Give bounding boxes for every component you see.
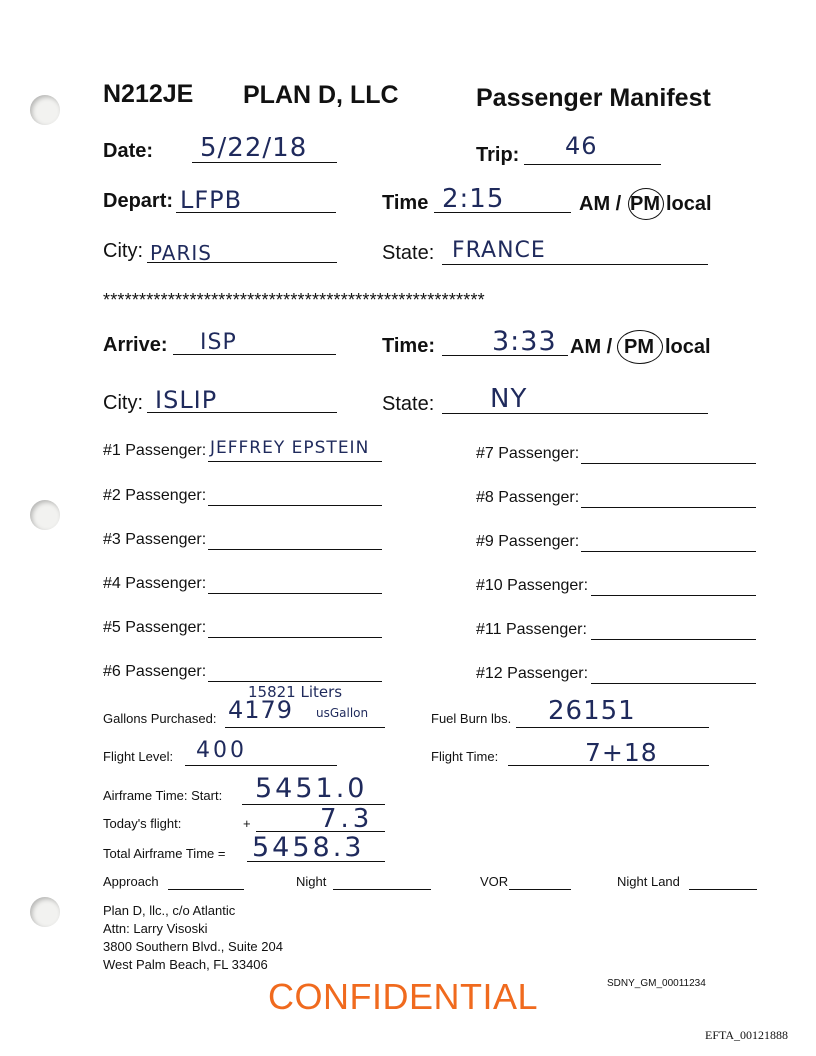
passenger-9-line <box>581 551 756 552</box>
flight-level-label: Flight Level: <box>103 749 174 764</box>
flight-time-value: 7+18 <box>585 738 658 767</box>
vor-line <box>509 889 571 890</box>
gallons-unit: usGallon <box>316 706 369 720</box>
fuel-burn-label: Fuel Burn lbs. <box>431 711 512 726</box>
address-line-4: West Palm Beach, FL 33406 <box>103 957 268 972</box>
address-line-1: Plan D, llc., c/o Atlantic <box>103 903 236 918</box>
trip-label: Trip: <box>476 144 520 166</box>
passenger-1-value: JEFFREY EPSTEIN <box>210 438 370 458</box>
depart-time-label: Time <box>382 192 429 214</box>
depart-state-label: State: <box>382 242 435 264</box>
sdny-bates-number: SDNY_GM_00011234 <box>607 978 706 989</box>
airframe-start-label: Airframe Time: Start: <box>103 788 223 803</box>
night-land-line <box>689 889 757 890</box>
arrive-state-value: NY <box>490 384 528 414</box>
gallons-purchased-value: 4179 <box>228 696 294 724</box>
form-title: Passenger Manifest <box>476 84 711 112</box>
passenger-11-label: #11 Passenger: <box>476 621 587 638</box>
passenger-10-line <box>591 595 756 596</box>
depart-state-value: FRANCE <box>452 238 546 263</box>
night-label: Night <box>296 874 327 889</box>
passenger-5-label: #5 Passenger: <box>103 619 207 636</box>
flight-time-label: Flight Time: <box>431 749 499 764</box>
passenger-4-line <box>208 593 382 594</box>
depart-label: Depart: <box>103 190 174 212</box>
depart-local-label: local <box>666 193 712 215</box>
fuel-burn-line <box>516 727 709 728</box>
passenger-8-label: #8 Passenger: <box>476 489 580 506</box>
confidential-stamp: CONFIDENTIAL <box>268 976 539 1017</box>
arrive-state-label: State: <box>382 393 435 415</box>
arrive-state-line <box>442 413 708 414</box>
efta-bates-number: EFTA_00121888 <box>705 1028 789 1042</box>
depart-time-value: 2:15 <box>442 184 505 214</box>
passenger-1-label: #1 Passenger: <box>103 442 207 459</box>
tail-number: N212JE <box>103 80 194 108</box>
approach-label: Approach <box>103 874 159 889</box>
date-label: Date: <box>103 140 154 162</box>
trip-value: 46 <box>565 132 598 160</box>
depart-pm-label: PM <box>630 193 660 215</box>
binder-hole-top <box>30 95 60 125</box>
todays-flight-label: Today's flight: <box>103 816 182 831</box>
arrive-time-value: 3:33 <box>492 326 557 357</box>
gallons-purchased-label: Gallons Purchased: <box>103 711 217 726</box>
passenger-3-label: #3 Passenger: <box>103 531 207 548</box>
passenger-6-line <box>208 681 382 682</box>
passenger-5-line <box>208 637 382 638</box>
night-line <box>333 889 431 890</box>
arrive-time-label: Time: <box>382 335 435 357</box>
flight-level-line <box>185 765 337 766</box>
passenger-12-line <box>591 683 756 684</box>
depart-city-label: City: <box>103 240 143 262</box>
arrive-pm-label: PM <box>624 336 654 358</box>
address-line-3: 3800 Southern Blvd., Suite 204 <box>103 939 283 954</box>
plus-sign: + <box>243 816 251 831</box>
binder-hole-bottom <box>30 897 60 927</box>
passenger-4-label: #4 Passenger: <box>103 575 207 592</box>
depart-airport: LFPB <box>180 186 243 214</box>
flight-level-value: 400 <box>196 738 247 763</box>
total-airframe-label: Total Airframe Time = <box>103 846 226 861</box>
date-value: 5/22/18 <box>200 133 308 163</box>
passenger-10-label: #10 Passenger: <box>476 577 589 594</box>
arrive-am-label: AM / <box>570 336 613 358</box>
arrive-local-label: local <box>665 336 711 358</box>
gallons-purchased-line <box>225 727 385 728</box>
depart-city-value: PARIS <box>150 241 212 265</box>
passenger-3-line <box>208 549 382 550</box>
passenger-11-line <box>591 639 756 640</box>
passenger-7-line <box>581 463 756 464</box>
arrive-airport: ISP <box>200 330 237 355</box>
passenger-1-line <box>208 461 382 462</box>
passenger-12-label: #12 Passenger: <box>476 665 589 682</box>
passenger-7-label: #7 Passenger: <box>476 445 580 462</box>
passenger-8-line <box>581 507 756 508</box>
depart-state-line <box>442 264 708 265</box>
fuel-burn-value: 26151 <box>548 696 636 726</box>
depart-am-label: AM / <box>579 193 622 215</box>
arrive-label: Arrive: <box>103 334 168 356</box>
passenger-2-label: #2 Passenger: <box>103 487 207 504</box>
vor-label: VOR <box>480 874 509 889</box>
arrive-line <box>173 354 336 355</box>
passenger-9-label: #9 Passenger: <box>476 533 580 550</box>
arrive-city-value: ISLIP <box>155 386 218 414</box>
arrive-city-label: City: <box>103 392 143 414</box>
approach-line <box>168 889 244 890</box>
airframe-start-value: 5451.0 <box>255 773 368 804</box>
passenger-6-label: #6 Passenger: <box>103 663 207 680</box>
address-line-2: Attn: Larry Visoski <box>103 921 208 936</box>
passenger-2-line <box>208 505 382 506</box>
night-land-label: Night Land <box>617 874 680 889</box>
trip-line <box>524 164 661 165</box>
todays-flight-value: 7.3 <box>320 804 374 834</box>
liters-note: 15821 Liters <box>248 683 343 701</box>
separator-stars: ***************************************************** <box>103 290 485 310</box>
total-airframe-value: 5458.3 <box>252 832 365 863</box>
binder-hole-middle <box>30 500 60 530</box>
company-name: PLAN D, LLC <box>243 81 399 109</box>
